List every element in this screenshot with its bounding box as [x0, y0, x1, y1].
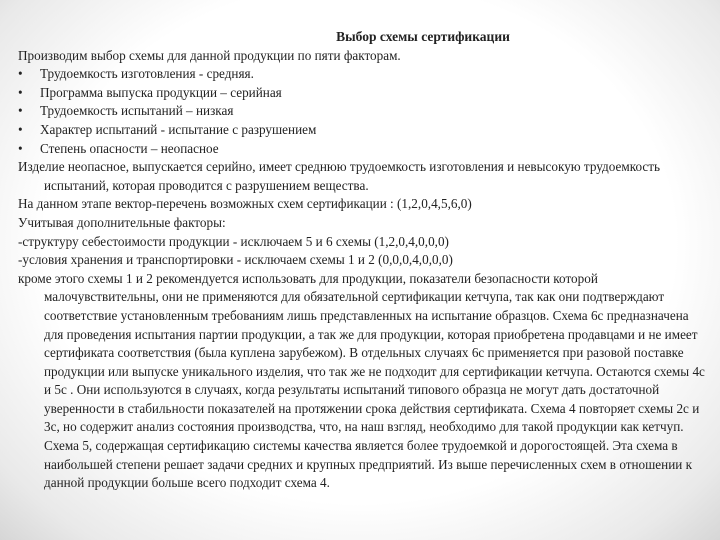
- factors-heading: Учитывая дополнительные факторы:: [18, 214, 226, 230]
- list-item-text: Трудоемкость испытаний – низкая: [40, 103, 234, 119]
- conclusion-paragraph: кроме этого схемы 1 и 2 рекомендуется использовать для продукции, показатели безопасности которой малочувствительны, они не применяются для обязательной сертификации кетчупа, так как они подтверждают соответствие установленным требованиям лишь представленных на испытание образцов. Схема 6с предназначена для проведения испытания партии продукции, а так же для продукции, которая приобретена продавцами и не имеет сертификата соответствия (была куплена зарубежом). В отдельных случаях 6с применяется при разовой поставке продукции или выпуске уникального изделия, что так же не подходит для сертификации кетчупа. Остаются схемы 4с и 5с . Они используются в случаях, когда результаты испытаний типового образца не могут дать достаточной уверенности в стабильности показателей на протяжении срока действия сертификата. Схема 4 повторяет схемы 2с и 3с, но содержит анализ состояния производства, что, на наш взгляд, необходимо для такой продукции как кетчуп. Схема 5, содержащая сертификацию системы качества является более трудоемкой и дорогостоящей. Эта схема в наибольшей степени решает задачи средних и крупных предприятий. Из выше перечисленных схем в отношении к данной продукции больше всего подходит схема 4.: [18, 270, 705, 491]
- factor-paragraph: -условия хранения и транспортировки - исключаем схемы 1 и 2 (0,0,0,4,0,0,0): [18, 252, 453, 268]
- intro-text: Производим выбор схемы для данной продукции по пяти факторам.: [18, 47, 401, 63]
- factor-paragraph: -структуру себестоимости продукции - исключаем 5 и 6 схемы (1,2,0,4,0,0,0): [18, 233, 449, 249]
- list-item-text: Степень опасности – неопасное: [40, 140, 219, 156]
- bullet-icon: •: [18, 103, 23, 119]
- page-title: Выбор схемы сертификации: [336, 29, 510, 44]
- list-item: [18, 121, 708, 140]
- bullet-icon: •: [18, 66, 23, 82]
- list-item: [18, 102, 708, 121]
- list-item: [18, 65, 708, 84]
- vector-paragraph: На данном этапе вектор-перечень возможных схем сертификации : (1,2,0,4,5,6,0): [18, 196, 472, 212]
- slide-content: [18, 28, 708, 493]
- summary-paragraph: Изделие неопасное, выпускается серийно, имеет среднюю трудоемкость изготовления и невысокую трудоемкость испытаний, которая проводится с разрушением вещества.: [18, 159, 660, 193]
- list-item: [18, 140, 708, 159]
- list-item: [18, 84, 708, 103]
- list-item-text: Трудоемкость изготовления - средняя.: [40, 66, 254, 82]
- bullet-icon: •: [18, 140, 23, 156]
- bullet-icon: •: [18, 121, 23, 137]
- bullet-icon: •: [18, 84, 23, 100]
- list-item-text: Программа выпуска продукции – серийная: [40, 84, 282, 100]
- list-item-text: Характер испытаний - испытание с разрушением: [40, 121, 317, 137]
